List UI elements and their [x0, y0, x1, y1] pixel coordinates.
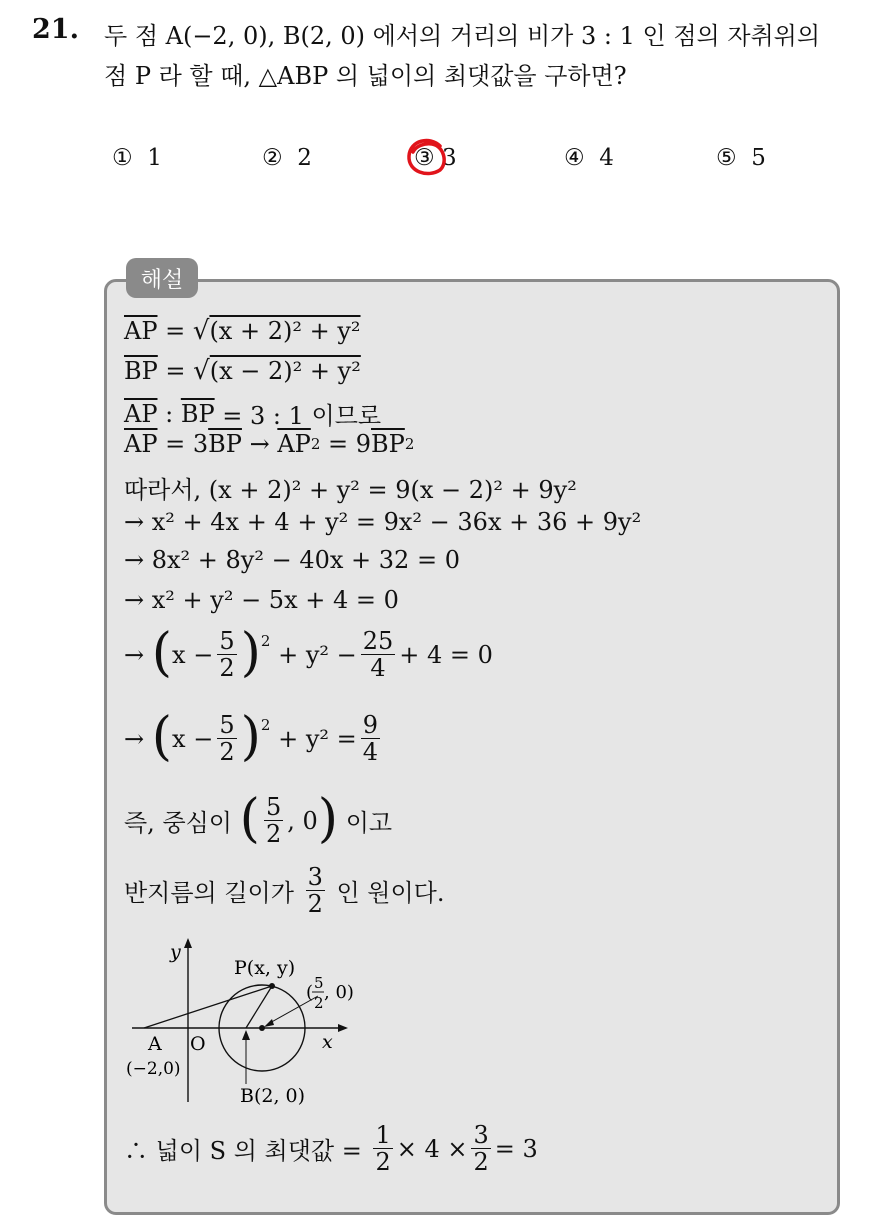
paren-close: ) [240, 622, 261, 683]
origin-label: O [190, 1033, 206, 1055]
choice-3-mark: ③ [414, 145, 435, 171]
radius-prefix: 반지름의 길이가 [124, 879, 294, 908]
paren-close: ) [317, 788, 339, 849]
center-label-close: , 0) [324, 982, 354, 1003]
center-dot [259, 1025, 265, 1031]
arrow-icon: → [124, 724, 145, 753]
fraction-5-2: $\frac{5}{2}$ [219, 627, 235, 683]
therefore-line: 따라서, (x + 2)² + y² = 9(x − 2)² + 9y² [124, 476, 577, 504]
step-4-end: + 4 = 0 [399, 640, 493, 669]
fraction-5-2: $\frac{5}{2}$ [219, 711, 235, 767]
segment-ap [144, 986, 272, 1028]
step-1: → x² + 4x + 4 + y² = 9x² − 36x + 36 + 9y² [124, 508, 642, 536]
conclusion-line [124, 1122, 538, 1176]
paren-open: ( [151, 622, 173, 683]
bp-segment: $\overline{BP}$ [371, 430, 405, 458]
arrow-icon: → [249, 430, 270, 458]
choice-2-value: 2 [297, 145, 312, 171]
y-axis-label: y [170, 941, 181, 963]
step-5: → ( x − $\frac{5}{2}$ ) $^2$ + y² = $\frac{9}{4}$ [124, 706, 379, 767]
choice-4[interactable] [564, 145, 614, 171]
x-minus: x − [172, 724, 214, 753]
conclusion-prefix: ∴ 넓이 S 의 최댓값 = [124, 1137, 362, 1166]
choice-5-mark: ⑤ [716, 145, 737, 171]
point-b-label: B(2, 0) [240, 1085, 306, 1107]
center-label-open: ( [306, 982, 314, 1003]
x-minus: x − [172, 640, 214, 669]
conclusion-end: = 3 [494, 1134, 538, 1163]
choice-4-value: 4 [599, 145, 614, 171]
choice-5[interactable] [716, 145, 766, 171]
answer-circle-mark [404, 136, 448, 180]
ap-segment: $\overline{AP}$ [124, 430, 158, 458]
rel-a: = 3 [165, 430, 209, 458]
point-a-coord: (−2,0) [126, 1059, 181, 1079]
step-2: → 8x² + 8y² − 40x + 32 = 0 [124, 546, 460, 574]
center-label-den: 2 [314, 994, 324, 1012]
center-prefix: 즉, 중심이 [124, 809, 232, 838]
step-4-tail: + y² − [278, 640, 357, 669]
x-axis-label: x [322, 1031, 333, 1053]
eq-ap-rhs: (x + 2)² + y² [209, 317, 361, 345]
question-text-line1: 두 점 A(−2, 0), B(2, 0) 에서의 거리의 비가 3 : 1 인 점의 자취위의 [104, 22, 821, 50]
point-p-label: P(x, y) [234, 957, 296, 979]
paren-open: ( [151, 706, 173, 767]
center-line [124, 788, 393, 849]
step-4: → ( x − $\frac{5}{2}$ ) $^2$ + y² − $\frac{25}{4}$ + 4 = 0 [124, 622, 493, 683]
paren-close: ) [240, 706, 261, 767]
eq-bp: $\overline{BP}$ = √ (x − 2)² + y² [124, 356, 361, 386]
circle-graph [118, 934, 378, 1114]
choice-1-mark: ① [112, 145, 133, 171]
center-pointer-arrow-icon [264, 1019, 274, 1027]
bp-segment: $\overline{BP}$ [180, 399, 215, 428]
sqrt-icon: √ [192, 316, 210, 346]
ratio-line: $\overline{AP}$ : $\overline{BP}$ = 3 : 1 이므로 [124, 396, 381, 431]
fraction-3-2: $\frac{3}{2}$ [473, 1121, 489, 1177]
step-3: → x² + y² − 5x + 4 = 0 [124, 586, 399, 614]
bp-segment: $\overline{BP}$ [124, 357, 158, 385]
radius-suffix: 인 원이다. [336, 879, 445, 908]
relation-line: $\overline{AP}$ = 3 $\overline{BP}$ → $\overline{AP}$ 2 = 9 $\overline{BP}$ 2 [124, 430, 415, 458]
y-axis-arrow-icon [184, 938, 192, 948]
choice-4-mark: ④ [564, 145, 585, 171]
eq-ap: $\overline{AP}$ = √ (x + 2)² + y² [124, 316, 361, 346]
choice-1[interactable] [112, 145, 162, 171]
fraction-25-4: $\frac{25}{4}$ [362, 627, 394, 683]
eq-bp-rhs: (x − 2)² + y² [209, 357, 361, 385]
choice-1-value: 1 [147, 145, 162, 171]
choice-5-value: 5 [751, 145, 766, 171]
paren-open: ( [239, 788, 260, 849]
choice-2[interactable] [262, 145, 312, 171]
choice-3-value: 3 [441, 145, 457, 171]
step-5-tail: + y² = [278, 724, 357, 753]
solution-badge: 해설 [126, 258, 198, 298]
ratio-tail: = 3 : 1 이므로 [222, 402, 382, 430]
fraction-3-2: $\frac{3}{2}$ [307, 863, 323, 919]
point-a-label: A [148, 1033, 162, 1055]
center-suffix: 이고 [345, 809, 393, 838]
center-label-num: 5 [314, 974, 324, 992]
fraction-9-4: $\frac{9}{4}$ [362, 711, 379, 767]
point-p-dot [269, 983, 275, 989]
sqrt-icon: √ [193, 356, 210, 386]
ap-segment: $\overline{AP}$ [124, 317, 158, 345]
ap-segment: $\overline{AP}$ [124, 399, 158, 428]
choice-2-mark: ② [262, 145, 283, 171]
question-number: 21. [32, 14, 79, 45]
fraction-5-2: $\frac{5}{2}$ [265, 793, 282, 849]
bp-segment: $\overline{BP}$ [208, 430, 242, 458]
question-text-line2: 점 P 라 할 때, △ABP 의 넓이의 최댓값을 구하면? [104, 62, 627, 90]
comma-zero: , 0 [287, 806, 318, 835]
times-4-times: × 4 × [396, 1134, 468, 1163]
ap-segment: $\overline{AP}$ [277, 430, 311, 458]
radius-line [124, 864, 444, 918]
fraction-1-2: $\frac{1}{2}$ [375, 1121, 391, 1177]
arrow-icon: → [124, 640, 145, 669]
b-pointer-arrow-icon [242, 1030, 250, 1040]
x-axis-arrow-icon [338, 1024, 348, 1032]
rel-c: = 9 [328, 430, 372, 458]
segment-bp [246, 986, 272, 1028]
